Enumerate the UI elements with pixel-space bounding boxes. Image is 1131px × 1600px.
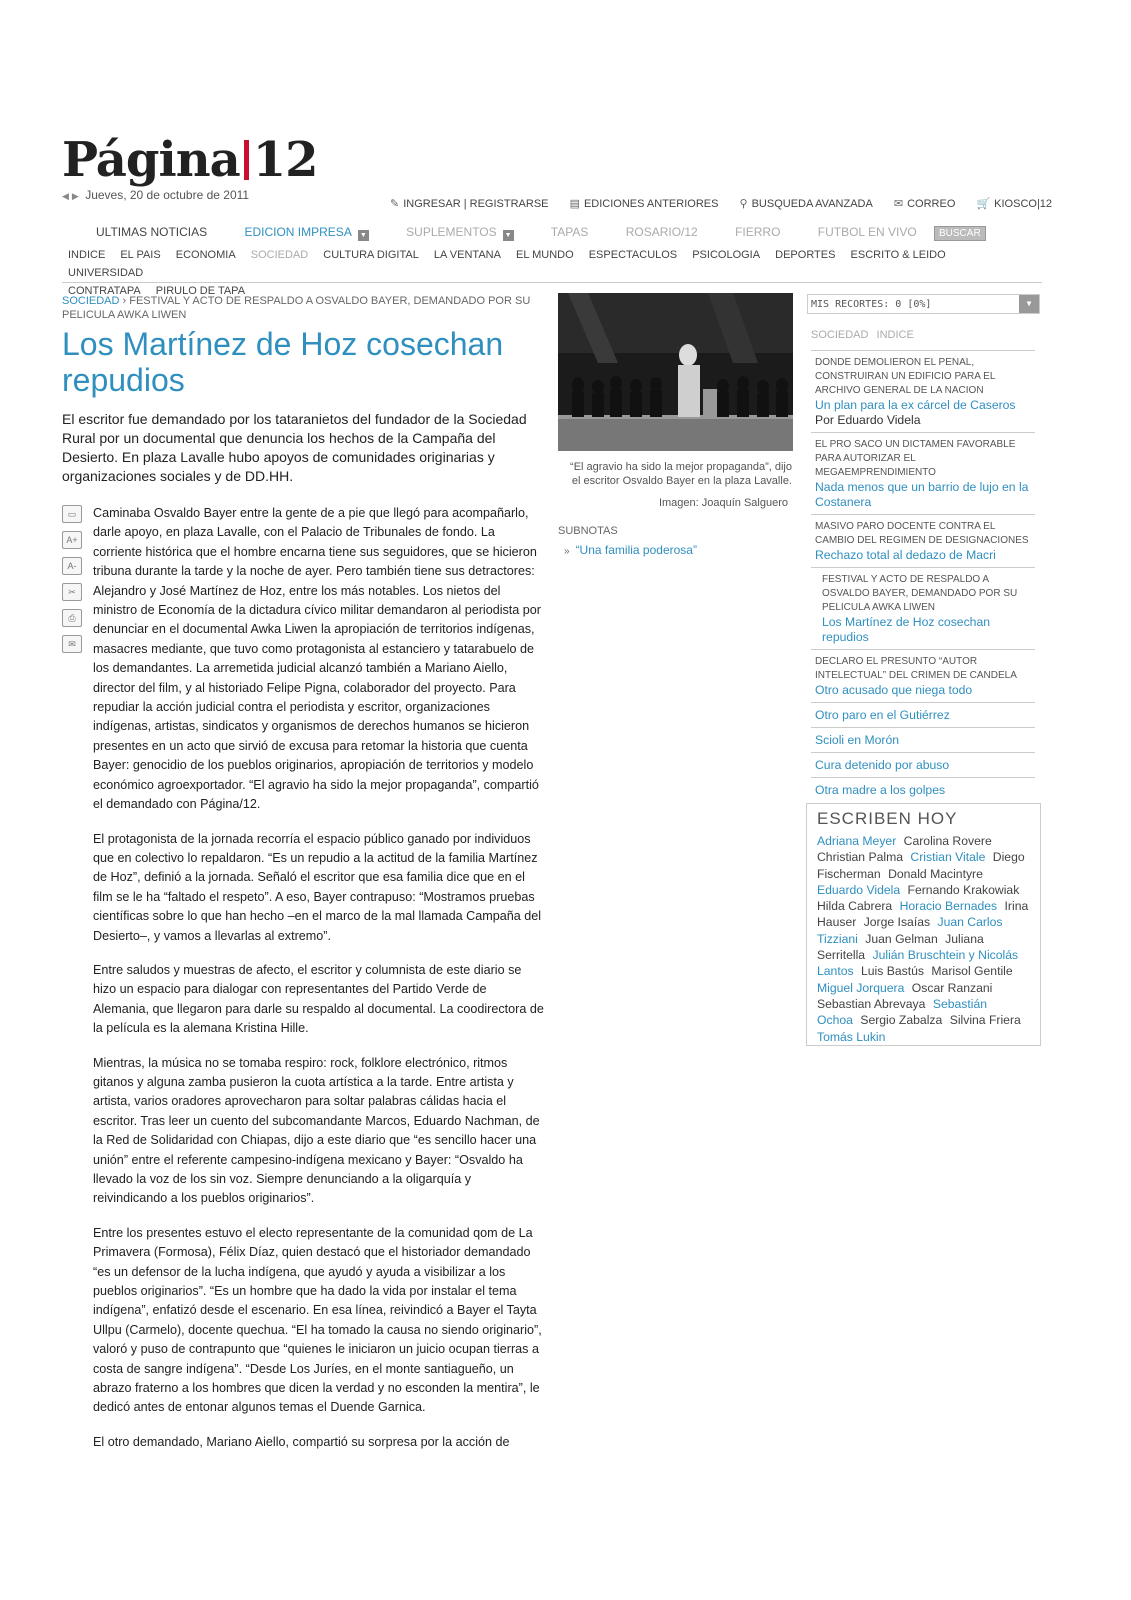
logo-number: 12: [252, 132, 318, 188]
writer-name[interactable]: Adriana Meyer: [817, 834, 897, 848]
writer-name: Oscar Ranzani: [911, 980, 993, 995]
list-item-headline[interactable]: Nada menos que un barrio de lujo en la Costanera: [815, 480, 1029, 509]
writer-name: Silvina Friera: [949, 1013, 1021, 1028]
writer-name: Sergio Zabalza: [860, 1013, 943, 1028]
writer-name: Diego Fischerman: [817, 850, 1025, 881]
menu-fierro[interactable]: FIERRO: [735, 225, 781, 239]
logo-bar: [244, 140, 249, 180]
section-economia[interactable]: ECONOMIA: [175, 249, 236, 261]
writer-name: Juan Gelman: [865, 931, 938, 946]
list-item[interactable]: [811, 777, 1035, 802]
kicker-text: › FESTIVAL Y ACTO DE RESPALDO A OSVALDO BAYER, DEMANDADO POR SU PELICULA AWKA LIWEN: [62, 295, 531, 321]
section-la-ventana[interactable]: LA VENTANA: [433, 249, 501, 261]
section-indice[interactable]: INDICE: [68, 249, 106, 261]
menu-edicion-impresa-label: EDICION IMPRESA: [244, 225, 352, 239]
list-item[interactable]: [811, 432, 1035, 514]
mail-label: CORREO: [907, 198, 956, 210]
list-item[interactable]: [811, 514, 1035, 567]
section-el-pais[interactable]: EL PAIS: [120, 249, 161, 261]
list-item-kicker: MASIVO PARO DOCENTE CONTRA EL CAMBIO DEL REGIMEN DE DESIGNACIONES: [815, 521, 1029, 546]
login-link[interactable]: [390, 198, 549, 210]
list-item-kicker: FESTIVAL Y ACTO DE RESPALDO A OSVALDO BAYER, DEMANDADO POR SU PELICULA AWKA LIWEN: [822, 574, 1018, 613]
section-deportes[interactable]: DEPORTES: [775, 249, 836, 261]
past-editions-link[interactable]: [570, 198, 719, 210]
article-body: [93, 504, 545, 1467]
double-chevron-right-icon: »: [564, 546, 570, 557]
article-tools: [62, 505, 82, 661]
cart-icon: 🛒: [976, 198, 991, 210]
advanced-search-link[interactable]: [740, 198, 873, 210]
print-icon[interactable]: ⎙: [62, 609, 82, 627]
article-paragraph: El protagonista de la jornada recorría el espacio público ganado por individuos que en colectivo lo repaldaron. “Es un repudio a la actitud de la familia Martínez de Hoz”, definió a la jornada. Señaló el escritor que esa familia dice que en el film se le ha “faltado el respeto”. A eso, Bayer contrapuso: “Mostramos pruebas científicas sobre lo que han hecho –en el marco de la mal llamada Campaña del Desierto–, y vamos a llevarlas al extremo”.: [93, 831, 542, 943]
writers-box: [806, 803, 1041, 1046]
list-item-headline[interactable]: Rechazo total al dedazo de Macri: [815, 548, 996, 562]
photo-credit: Imagen: Joaquín Salguero: [658, 497, 788, 509]
menu-ultimas-noticias[interactable]: ULTIMAS NOTICIAS: [96, 225, 208, 239]
mail-icon: ✉: [893, 198, 904, 210]
writer-name: Juliana Serritella: [817, 931, 984, 963]
font-increase-button[interactable]: A+: [62, 531, 82, 549]
subnota-link[interactable]: [564, 543, 697, 557]
menu-suplementos-label: SUPLEMENTOS: [406, 225, 497, 239]
writer-name[interactable]: Tomás Lukin: [817, 1029, 886, 1044]
section-el-mundo[interactable]: EL MUNDO: [516, 249, 574, 261]
header-divider: [62, 282, 1042, 283]
menu-edicion-impresa[interactable]: [244, 225, 368, 239]
photo-illustration: [558, 293, 793, 451]
writer-name: Carolina Rovere: [903, 834, 992, 848]
section-espectaculos[interactable]: ESPECTACULOS: [588, 249, 678, 261]
writer-name[interactable]: Cristian Vitale: [910, 850, 986, 865]
advanced-search-label: BUSQUEDA AVANZADA: [751, 198, 873, 210]
writer-name[interactable]: Miguel Jorquera: [817, 980, 905, 995]
next-day-icon[interactable]: ▶: [71, 191, 79, 201]
article-paragraph: Entre saludos y muestras de afecto, el escritor y columnista de este diario se hizo un espacio para dialogar con representantes del Partido Verde de Alemania, que llegaron para darle su respaldo al documental. La coodirectora de la película es la alemana Kristina Hille.: [93, 962, 544, 1036]
chevron-down-icon[interactable]: ▼: [358, 230, 369, 241]
list-item-headline[interactable]: Otro paro en el Gutiérrez: [815, 708, 950, 722]
tab-indice[interactable]: INDICE: [876, 329, 914, 341]
article-title: Los Martínez de Hoz cosechan repudios: [62, 326, 504, 398]
section-cultura-digital[interactable]: CULTURA DIGITAL: [323, 249, 419, 261]
writer-name: Christian Palma: [817, 850, 904, 865]
document-icon: ▤: [569, 198, 580, 210]
edition-date: Jueves, 20 de octubre de 2011: [85, 188, 250, 202]
fullscreen-icon[interactable]: ▭: [62, 505, 82, 523]
search-icon: ⚲: [739, 198, 748, 210]
tab-sociedad[interactable]: SOCIEDAD: [811, 329, 869, 341]
chevron-down-icon[interactable]: ▼: [1019, 295, 1039, 313]
my-clippings-label: MIS RECORTES: 0 [0%]: [811, 299, 932, 310]
writer-name[interactable]: Horacio Bernades: [899, 899, 998, 914]
scissors-icon[interactable]: ✂: [62, 583, 82, 601]
article-paragraph: Mientras, la música no se tomaba respiro: rock, folklore electrónico, ritmos gitanos y alguna zamba pusieron la cuota artística a la tarde. Entre artista y artista, varios oradores aprovecharon para soltar palabras cálidas hacia el escritor. Tras leer un cuento del subcomandante Marcos, Eduardo Nachman, de la Red de Solidaridad con Chiapas, dijo a este diario que “es sencillo hacer una unión” entre el referente campesino-indígena mexicano y Bayer: “Osvaldo ha llevado la voz de los sin voz. Siempre denunciando a la oligarquía y reivindicando a los pueblos originarios”.: [93, 1055, 540, 1206]
main-menu: [96, 225, 986, 241]
section-escrito-leido[interactable]: ESCRITO & LEIDO: [850, 249, 946, 261]
writer-name: Luis Bastús: [860, 964, 924, 979]
menu-suplementos[interactable]: [406, 225, 513, 239]
past-editions-label: EDICIONES ANTERIORES: [583, 198, 719, 210]
writer-name: Irina Hauser: [817, 899, 1029, 930]
list-item-kicker: DECLARO EL PRESUNTO “AUTOR INTELECTUAL” DEL CRIMEN DE CANDELA: [815, 656, 1017, 681]
section-sociedad[interactable]: SOCIEDAD: [250, 249, 309, 261]
writer-name[interactable]: Juan Carlos Tizziani: [817, 915, 1003, 946]
section-contratapa[interactable]: CONTRATAPA: [68, 285, 141, 297]
section-universidad[interactable]: UNIVERSIDAD: [68, 267, 144, 279]
sidebar-news-list: [811, 350, 1035, 802]
login-label: INGRESAR | REGISTRARSE: [403, 198, 549, 210]
list-item[interactable]: [811, 727, 1035, 752]
list-item-current[interactable]: [811, 567, 1035, 649]
date-row: [62, 188, 249, 202]
mail-link[interactable]: [894, 198, 956, 210]
prev-day-icon[interactable]: ◀: [62, 191, 69, 201]
writers-title: ESCRIBEN HOY: [817, 809, 958, 828]
my-clippings-select[interactable]: [807, 294, 1040, 314]
list-item-headline[interactable]: Otra madre a los golpes: [815, 783, 946, 797]
list-item-byline: Por Eduardo Videla: [815, 413, 921, 427]
article-paragraph: Entre los presentes estuvo el electo representante de la comunidad qom de La Primavera (Formosa), Félix Díaz, quien destacó que el historiador demandado “es un defensor de la lucha indígena, que ayudó y ayuda a visibilizar a los pueblos originarios”. “Es un hombre que ha dado la vida por instalar el tema indígena”, enfatizó desde el escenario. En esa línea, reivindicó a Bayer el Tayta Ullpu (Carmelo), docente quechua. “El ha tomado la causa no siendo originario”, valoró y puso de contrapunto que “quienes le iniciaron un juicio ocupan tierras a costa de sangre indígena”. “Desde Los Juríes, en el monte santiagueño, un abrazo fraterno a los hombres que dicen la verdad y no esconden la mentira”, le dedicó antes de entonar algunos temas el Duende Garnica.: [93, 1225, 542, 1415]
writer-name[interactable]: Eduardo Videla: [817, 882, 901, 897]
subnota-title: “Una familia poderosa”: [575, 543, 697, 557]
list-item[interactable]: [811, 649, 1035, 702]
article-paragraph: El otro demandado, Mariano Aiello, compartió su sorpresa por la acción de: [93, 1434, 510, 1449]
writer-name[interactable]: Julián Bruschtein y Nicolás Lantos: [817, 948, 1019, 979]
top-links: [390, 197, 1070, 210]
sidebar-tabs: [811, 329, 919, 341]
font-decrease-button[interactable]: A-: [62, 557, 82, 575]
section-pirulo-de-tapa[interactable]: PIRULO DE TAPA: [155, 285, 246, 297]
list-item[interactable]: [811, 702, 1035, 727]
email-article-icon[interactable]: ✉: [62, 635, 82, 653]
article-lead: El escritor fue demandado por los tataranietos del fundador de la Sociedad Rural por un documental que denuncia los hechos de la Campaña del Desierto. En plaza Lavalle hubo apoyos de comunidades originarias y organizaciones sociales y de DD.HH.: [62, 411, 527, 484]
writer-name: Jorge Isaías: [863, 915, 931, 930]
list-item-headline[interactable]: Los Martínez de Hoz cosechan repudios: [822, 615, 991, 644]
kiosco-label: KIOSCO|12: [994, 198, 1053, 210]
subnotas-label: SUBNOTAS: [558, 525, 618, 537]
writer-name: Marisol Gentile: [931, 964, 1013, 979]
writer-name: Sebastian Abrevaya: [817, 996, 926, 1011]
list-item-headline[interactable]: Otro acusado que niega todo: [815, 683, 973, 697]
article-kicker: [62, 294, 532, 322]
list-item-headline[interactable]: Cura detenido por abuso: [815, 758, 950, 772]
menu-rosario12[interactable]: ROSARIO/12: [625, 225, 698, 239]
writer-name[interactable]: Sebastián Ochoa: [817, 996, 988, 1028]
writers-list: [817, 833, 1030, 1045]
list-item[interactable]: [811, 350, 1035, 432]
site-logo[interactable]: [62, 132, 318, 188]
logo-text: Página: [62, 132, 240, 188]
pen-icon: ✎: [390, 198, 400, 210]
list-item-headline[interactable]: Un plan para la ex cárcel de Caseros: [815, 398, 1016, 412]
kiosco-link[interactable]: [976, 198, 1052, 210]
article-paragraph: Caminaba Osvaldo Bayer entre la gente de a pie que llegó para acompañarlo, darle apoyo, en plaza Lavalle, con el Palacio de Tribunales de fondo. La corriente histórica que el hombre encarna tiene sus seguidores, que se hicieron tribuna durante la tarde y la noche de ayer. Pero también tiene sus detractores: Alejandro y José Martínez de Hoz, entre los más notables. Los nietos del ministro de Economía de la dictadura cívico militar demandaron al periodista por denunciar en el documental Awka Liwen la apropiación de territorios indígenas, masacres mediante, que tuvo como protagonista al estanciero y tatarabuelo de los demandantes. La arremetida judicial alcanzó también a Mariano Aiello, director del film, y al historiado Felipe Pigna, colaborador del proyecto. Para repudiar la acción judicial contra el periodista y escritor, organizaciones indígenas, artistas, sindicatos y organismos de derechos humanos se hicieron presentes en un acto que sirvió de excusa para retomar la historia que cuenta Bayer: genocidio de los pueblos originarios, apropiación de territorios y modelo económico agroexportador. “El agravio ha sido la mejor propaganda”, compartió el demandado con Página/12.: [93, 506, 542, 812]
photo-caption: “El agravio ha sido la mejor propaganda”, dijo el escritor Osvaldo Bayer en la plaza Lavalle.: [570, 461, 792, 487]
writer-name: Fernando Krakowiak: [907, 882, 1020, 897]
section-menu: [68, 246, 1028, 300]
list-item[interactable]: [811, 752, 1035, 777]
article-photo[interactable]: [558, 293, 793, 451]
section-psicologia[interactable]: PSICOLOGIA: [692, 249, 761, 261]
list-item-headline[interactable]: Scioli en Morón: [815, 733, 899, 747]
menu-futbol-en-vivo[interactable]: FUTBOL EN VIVO: [817, 225, 917, 239]
writer-name: Hilda Cabrera: [817, 899, 893, 914]
list-item-kicker: DONDE DEMOLIERON EL PENAL, CONSTRUIRAN UN EDIFICIO PARA EL ARCHIVO GENERAL DE LA NACION: [815, 357, 996, 396]
search-button[interactable]: BUSCAR: [934, 226, 986, 241]
list-item-kicker: EL PRO SACO UN DICTAMEN FAVORABLE PARA AUTORIZAR EL MEGAEMPRENDIMIENTO: [815, 439, 1016, 478]
chevron-down-icon[interactable]: ▼: [503, 230, 514, 241]
writer-name: Donald Macintyre: [888, 866, 983, 881]
breadcrumb-section[interactable]: SOCIEDAD: [62, 295, 120, 307]
menu-tapas[interactable]: TAPAS: [550, 225, 589, 239]
